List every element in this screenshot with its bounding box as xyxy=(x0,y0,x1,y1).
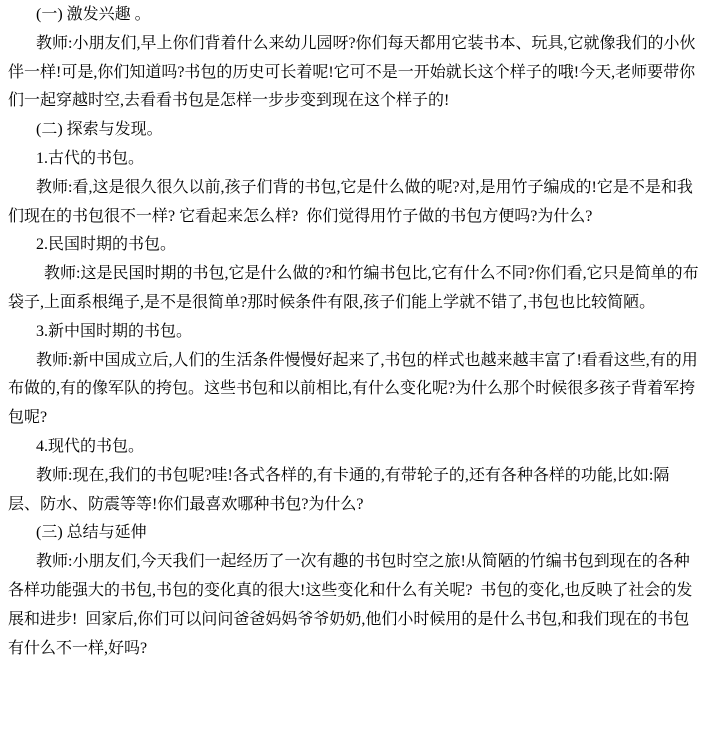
teacher-speech-intro: 教师:小朋友们,早上你们背着什么来幼儿园呀?你们每天都用它装书本、玩具,它就像我们的小伙伴一样!可是,你们知道吗?书包的历史可长着呢!它可不是一开始就长这个样子的哦!今天,老师要带你们一起穿越时空,去看看书包是怎样一步步变到现在这个样子的! xyxy=(8,34,696,110)
section-heading-3: (三) 总结与延伸 xyxy=(36,524,147,542)
numbered-item-3-new-china: 3.新中国时期的书包。 xyxy=(36,322,193,340)
section-heading-2: (二) 探索与发现。 xyxy=(36,121,163,139)
numbered-item-2-republic: 2.民国时期的书包。 xyxy=(36,236,177,254)
teacher-speech-new-china: 教师:新中国成立后,人们的生活条件慢慢好起来了,书包的样式也越来越丰富了!看看这些,有的用布做的,有的像军队的挎包。这些书包和以前相比,有什么变化呢?为什么那个时候很多孩子背着军挎包呢? xyxy=(8,351,698,427)
teacher-speech-republic: 教师:这是民国时期的书包,它是什么做的?和竹编书包比,它有什么不同?你们看,它只是简单的布袋子,上面系根绳子,是不是很简单?那时候条件有限,孩子们能上学就不错了,书包也比较简陋。 xyxy=(8,265,699,311)
teacher-speech-summary: 教师:小朋友们,今天我们一起经历了一次有趣的书包时空之旅!从简陋的竹编书包到现在的各种各样功能强大的书包,书包的变化真的很大!这些变化和什么有关呢? 书包的变化,也反映了社会的发展和进步! 回家后,你们可以问问爸爸妈妈爷爷奶奶,他们小时候用的是什么书包,和我们现在的书包有什么不一样,好吗? xyxy=(8,553,693,657)
section-heading-1: (一) 激发兴趣 。 xyxy=(36,6,151,23)
numbered-item-4-modern: 4.现代的书包。 xyxy=(36,437,145,455)
numbered-item-1-ancient: 1.古代的书包。 xyxy=(36,149,145,167)
teacher-speech-modern: 教师:现在,我们的书包呢?哇!各式各样的,有卡通的,有带轮子的,还有各种各样的功能,比如:隔层、防水、防震等等!你们最喜欢哪种书包?为什么? xyxy=(8,466,670,513)
teacher-speech-ancient: 教师:看,这是很久很久以前,孩子们背的书包,它是什么做的呢?对,是用竹子编成的!它是不是和我们现在的书包很不一样? 它看起来怎么样? 你们觉得用竹子做的书包方便吗?为什么? xyxy=(8,178,693,225)
